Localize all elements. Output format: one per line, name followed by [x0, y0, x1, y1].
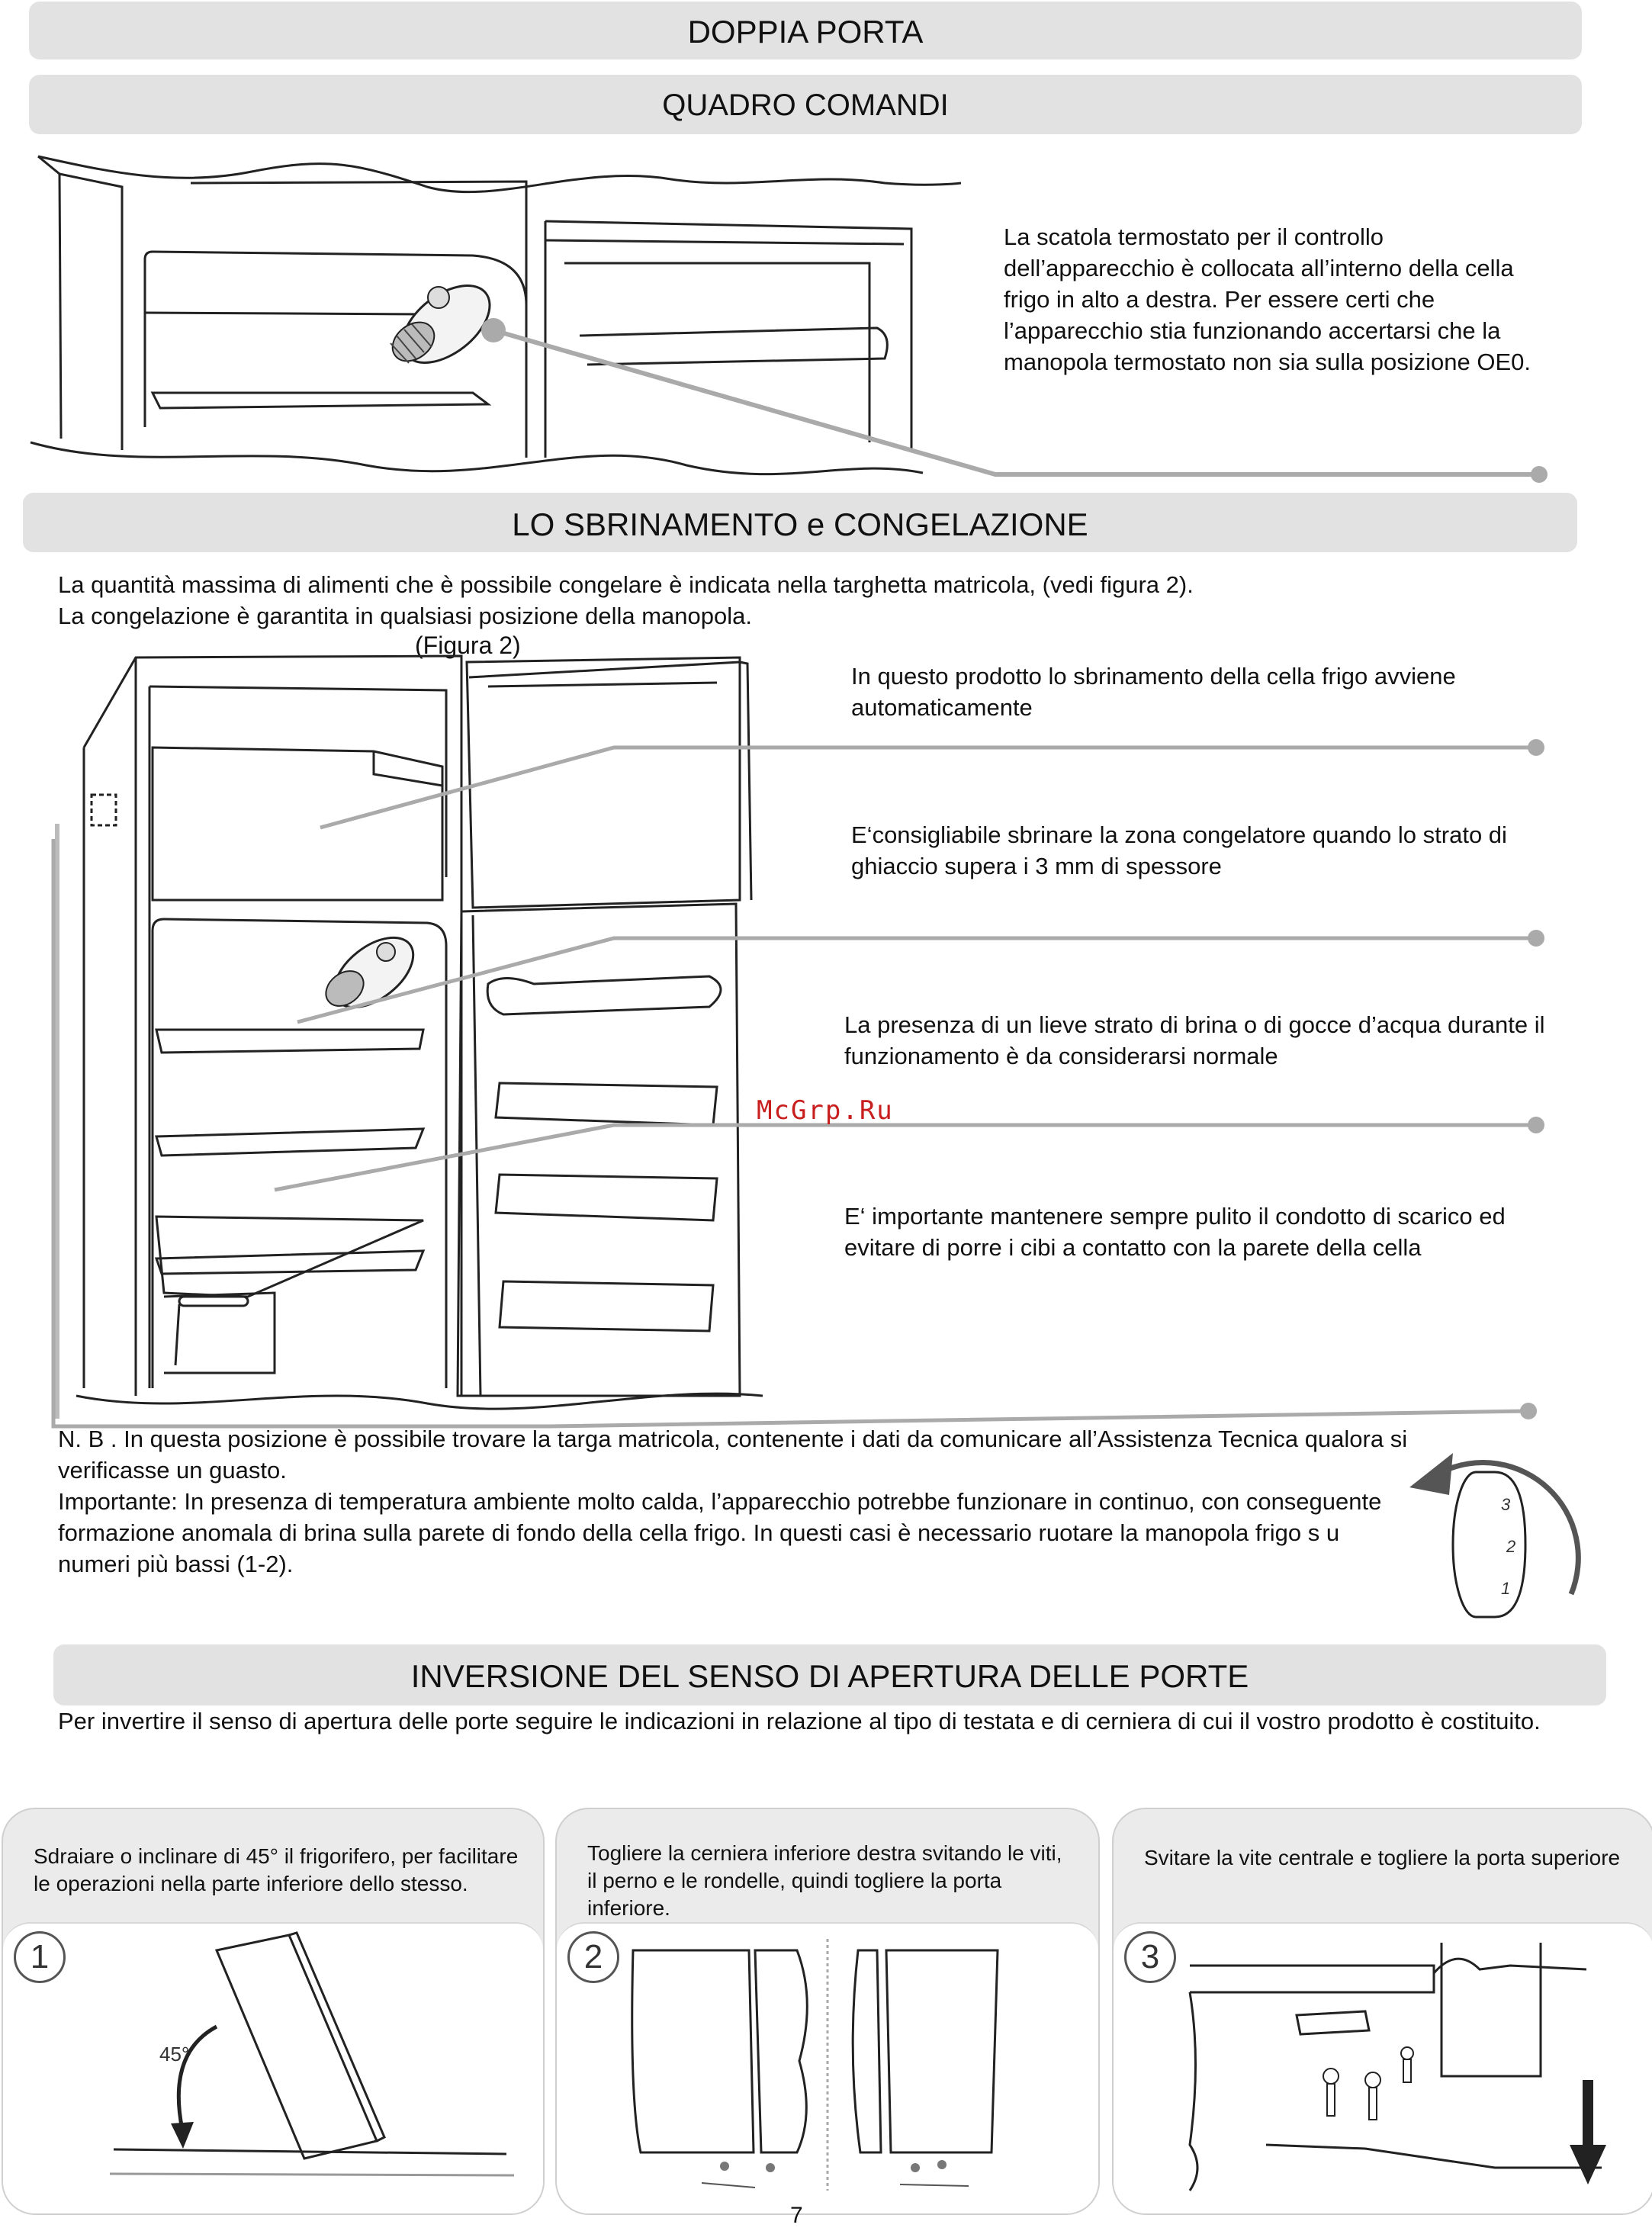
- step-card-2: [555, 1808, 1100, 2215]
- sbrinamento-intro-line2: La congelazione è garantita in qualsiasi posizione della manopola.: [58, 603, 752, 629]
- callout-text-3: La presenza di un lieve strato di brina o di gocce d’acqua durante il funzionamento è da considerarsi normale: [844, 1011, 1545, 1069]
- step-3-number: 3: [1124, 1931, 1176, 1983]
- knob-number-1: 1: [1501, 1579, 1511, 1598]
- quadro-comandi-heading: QUADRO COMANDI: [662, 88, 949, 122]
- sbrinamento-intro-line1: La quantità massima di alimenti che è possibile congelare è indicata nella targhetta matricola, (vedi figura 2).: [58, 571, 1194, 598]
- watermark: McGrp.Ru: [757, 1095, 894, 1126]
- angle-label: 45°: [159, 2043, 190, 2065]
- step-1-number: 1: [14, 1931, 66, 1983]
- knob-number-2: 2: [1506, 1537, 1516, 1556]
- step-card-3: [1112, 1808, 1652, 2215]
- sbrinamento-heading: LO SBRINAMENTO e CONGELAZIONE: [512, 506, 1088, 542]
- nb-text: N. B . In questa posizione è possibile trovare la targa matricola, contenente i dati da comunicare all’Assistenza Tecnica qualora si verificasse un guasto.: [58, 1426, 1408, 1484]
- inversione-heading: INVERSIONE DEL SENSO DI APERTURA DELLE PORTE: [410, 1658, 1249, 1694]
- step-2-diagram: [557, 1809, 1098, 2213]
- step-2-text: Togliere la cerniera inferiore destra svitando le viti, il perno e le rondelle, quindi togliere la porta inferiore.: [587, 1841, 1062, 1920]
- arrow-down-icon: [1570, 2145, 1606, 2184]
- callout-text-1: In questo prodotto lo sbrinamento della cella frigo avviene automaticamente: [851, 663, 1456, 721]
- step-3-diagram: [1114, 1809, 1652, 2213]
- important-text: Importante: In presenza di temperatura ambiente molto calda, l’apparecchio potrebbe funzionare in continuo, con conseguente formazione anomala di brina sulla parete di fondo della cella frigo. In questi casi è necessario ruotare la manopola frigo s u numeri più bassi (1-2).: [58, 1488, 1382, 1577]
- inversione-intro: Per invertire il senso di apertura delle porte seguire le indicazioni in relazione al tipo di testata e di cerniera di cui il vostro prodotto è costituito.: [58, 1708, 1541, 1734]
- page-number: 7: [790, 2203, 803, 2228]
- knob-number-3: 3: [1501, 1495, 1511, 1514]
- step-2-number: 2: [567, 1931, 619, 1983]
- step-1-text: Sdraiare o inclinare di 45° il frigorifero, per facilitare le operazioni nella parte inferiore dello stesso.: [34, 1844, 519, 1895]
- figure-2-label: (Figura 2): [415, 632, 521, 659]
- callout-text-2: E‘consigliabile sbrinare la zona congelatore quando lo strato di ghiaccio supera i 3 mm di spessore: [851, 821, 1507, 879]
- callout-text-4: E‘ importante mantenere sempre pulito il condotto di scarico ed evitare di porre i cibi a contatto con la parete della cella: [844, 1203, 1506, 1261]
- page-title: DOPPIA PORTA: [687, 14, 924, 50]
- step-1-diagram: [3, 1809, 543, 2213]
- screw-icon: [1323, 2047, 1413, 2120]
- step-card-1: [2, 1808, 545, 2215]
- quadro-comandi-text: La scatola termostato per il controllo dell’apparecchio è collocata all’interno della cella frigo in alto a destra. Per essere certi che l’apparecchio stia funzionando accertarsi che la manopola termostato non sia sulla posizione OE0.: [1004, 223, 1531, 375]
- step-3-text: Svitare la vite centrale e togliere la porta superiore: [1144, 1846, 1621, 1869]
